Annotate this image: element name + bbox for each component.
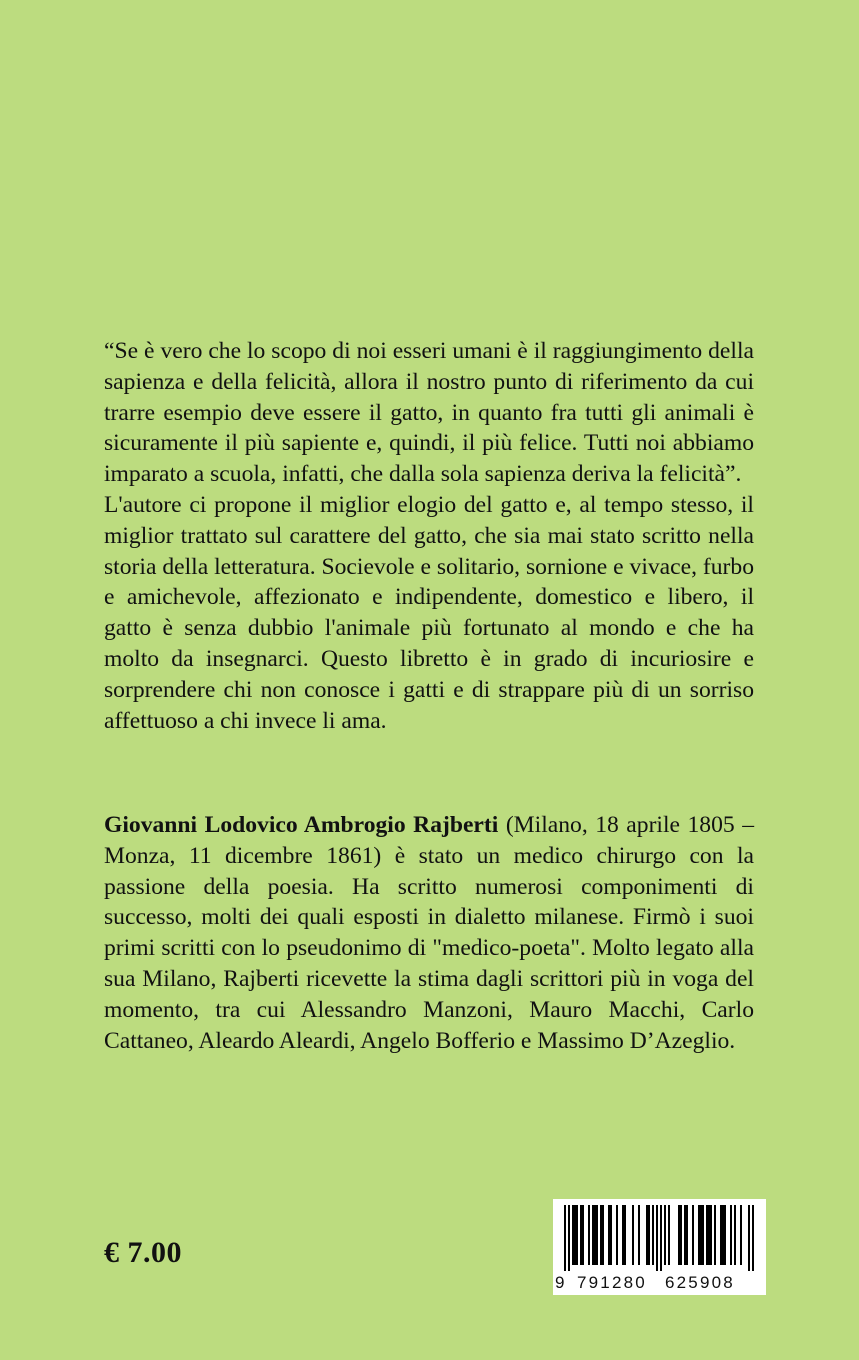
barcode-bar — [660, 1205, 662, 1271]
barcode-bar — [610, 1205, 612, 1265]
blurb-quote: “Se è vero che lo scopo di noi esseri umani è il raggiungimento della sapienza e della felicità, allora il nostro punto di riferimento da cui trarre esempio deve essere il gatto, in quanto fra tutti gli animali è sicuramente il più sapiente e, quindi, il più felice. Tutti noi abbiamo imparato a scuola, infatti, che dalla sola sapienza deriva la felicità”. — [104, 338, 754, 488]
barcode-bar — [646, 1205, 648, 1265]
barcode-bars — [561, 1205, 758, 1271]
barcode-bar — [600, 1205, 602, 1265]
barcode-bar — [576, 1205, 578, 1265]
barcode-bar — [638, 1205, 640, 1265]
barcode-bar — [702, 1205, 704, 1265]
barcode-bar — [710, 1205, 712, 1265]
barcode-bar — [680, 1205, 682, 1265]
barcode-bar — [734, 1205, 736, 1265]
barcode-bar — [564, 1205, 566, 1271]
barcode-bar — [752, 1205, 754, 1271]
barcode-bar — [692, 1205, 694, 1265]
blurb-description: L'autore ci propone il miglior elogio del gatto e, al tempo stesso, il miglior trattato sul carattere del gatto, che sia mai stato scritto nella storia della letteratura. Socievole e solitario, sornione e vivace, furbo e amichevole, affezionato e indipendente, domestico e libero, il gatto è senza dubbio l'animale più fortunato al mondo e che ha molto da insegnarci. Questo libretto è in grado di incuriosire e sorprendere chi non conosce i gatti e di strappare più di un sorriso affettuoso a chi invece li ama. — [104, 491, 754, 734]
barcode-bar — [652, 1205, 654, 1265]
barcode-bar — [730, 1205, 732, 1265]
barcode-digit-first: 9 — [555, 1273, 565, 1292]
barcode-bar — [700, 1205, 702, 1265]
barcode-bar — [596, 1205, 598, 1265]
barcode-bar — [740, 1205, 742, 1265]
barcode-bar — [664, 1205, 666, 1265]
barcode-bar — [582, 1205, 584, 1265]
barcode-bar — [668, 1205, 670, 1265]
barcode-bar — [648, 1205, 650, 1265]
barcode-bar — [722, 1205, 724, 1265]
barcode-digits-right: 625908 — [665, 1273, 735, 1292]
barcode-bar — [724, 1205, 726, 1265]
barcode-bar — [568, 1205, 570, 1271]
barcode-bar — [580, 1205, 582, 1265]
barcode-bar — [622, 1205, 624, 1265]
back-cover-blurb — [104, 336, 754, 736]
barcode-bar — [706, 1205, 708, 1265]
barcode-bar — [714, 1205, 716, 1265]
barcode-bar — [624, 1205, 626, 1265]
price-label: € 7.00 — [104, 1236, 182, 1269]
barcode-bar — [602, 1205, 604, 1265]
author-bio-paragraph — [104, 810, 754, 1056]
barcode-bar — [632, 1205, 634, 1265]
barcode-bar — [574, 1205, 576, 1265]
author-name: Giovanni Lodovico Ambrogio Rajberti — [104, 812, 499, 838]
barcode-bar — [594, 1205, 596, 1265]
barcode-bar — [678, 1205, 680, 1265]
barcode-bar — [616, 1205, 618, 1265]
barcode-bar — [686, 1205, 688, 1265]
author-bio — [104, 810, 754, 1056]
barcode-bar — [592, 1205, 594, 1265]
barcode-bar — [608, 1205, 610, 1265]
barcode-digits-left: 791280 — [577, 1273, 647, 1292]
barcode-bar — [656, 1205, 658, 1271]
barcode-bar — [708, 1205, 710, 1265]
barcode-bar — [698, 1205, 700, 1265]
isbn-barcode — [553, 1199, 766, 1295]
barcode-bar — [720, 1205, 722, 1265]
author-bio-text: (Milano, 18 aprile 1805 – Monza, 11 dicembre 1861) è stato un medico chirurgo con la passione della poesia. Ha scritto numerosi componimenti di successo, molti dei quali esposti in dialetto milanese. Firmò i suoi primi scritti con lo pseudonimo di "medico-poeta". Molto legato alla sua Milano, Rajberti ricevette la stima dagli scrittori più in voga del momento, tra cui Alessandro Manzoni, Mauro Macchi, Carlo Cattaneo, Aleardo Aleardi, Angelo Bofferio e Massimo D’Azeglio. — [104, 812, 754, 1054]
barcode-bar — [588, 1205, 590, 1265]
barcode-bar — [684, 1205, 686, 1265]
barcode-bar — [748, 1205, 750, 1271]
barcode-bar — [572, 1205, 574, 1265]
